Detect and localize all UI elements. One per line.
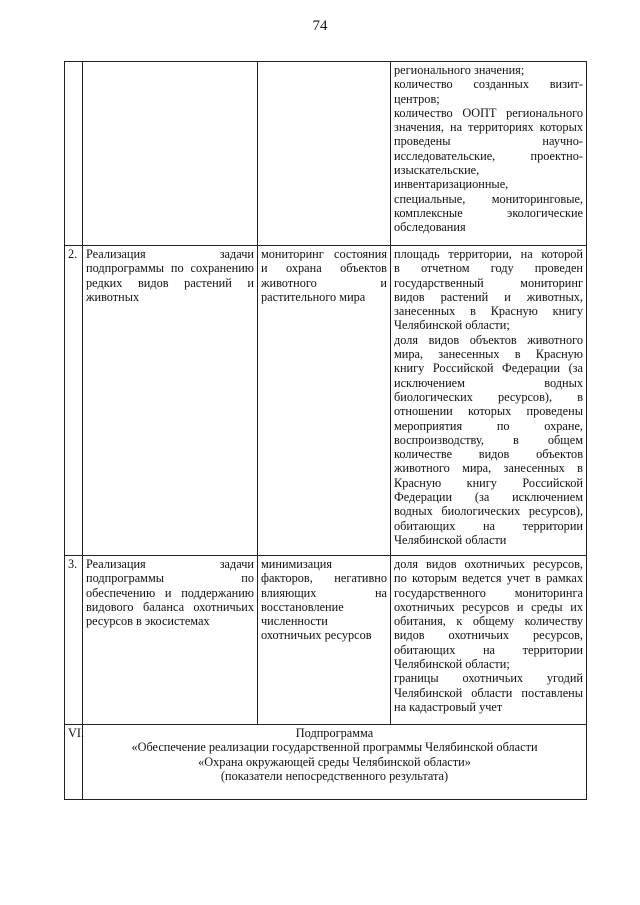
task-cell	[83, 556, 258, 725]
text-line: площадь территории, на которой	[394, 247, 583, 261]
text-line: Челябинской области	[394, 532, 507, 547]
text-line: обследования	[394, 220, 466, 235]
text-line: подпрограммы по	[86, 571, 254, 586]
text-line: в отчетном году проведен	[394, 261, 583, 276]
text-line: охотничьих ресурсов и среды их	[394, 599, 583, 614]
text-line: минимизация	[261, 557, 333, 571]
text-line: специальные, мониторинговые,	[394, 191, 583, 206]
text-line: Челябинской области;	[394, 657, 510, 672]
text-line: мониторинг состояния	[261, 247, 387, 261]
section-number-cell: VI.	[65, 725, 83, 800]
text-line: инвентаризационные,	[394, 177, 509, 192]
text-line: границы охотничьих угодий	[394, 671, 583, 686]
text-line: обитающих на территории	[394, 518, 583, 533]
row-number-cell: 2.	[65, 246, 83, 556]
text-line: видов растений и животных,	[394, 289, 583, 304]
text-line: влияющих на	[261, 585, 387, 600]
text-line: государственный мониторинг	[394, 275, 583, 290]
text-line: количестве видов объектов	[394, 447, 583, 462]
indicators-cell	[391, 246, 587, 556]
text-line: центров;	[394, 91, 440, 106]
table-row	[65, 246, 587, 556]
text-line: обеспечению и поддержанию	[86, 585, 254, 600]
row-number-cell: 3.	[65, 556, 83, 725]
text-line: изыскательские,	[394, 163, 480, 178]
section-title: «Обеспечение реализации государственной программы Челябинской области	[131, 740, 538, 755]
indicators-cell	[391, 556, 587, 725]
text-line: Челябинской области поставлены	[394, 685, 583, 700]
text-line: мероприятия по охране,	[394, 418, 583, 433]
text-line: доля видов объектов животного	[394, 332, 583, 347]
text-line: Челябинской области;	[394, 318, 510, 333]
text-line: количество ООПТ регионального	[394, 105, 583, 120]
section-header-row	[65, 725, 587, 800]
text-line: воспроизводству, в общем	[394, 432, 583, 447]
text-line: охотничьих ресурсов	[261, 628, 372, 643]
text-line: государственного мониторинга	[394, 585, 583, 600]
text-line: Реализация задачи	[86, 557, 254, 571]
text-line: Реализация задачи	[86, 247, 254, 261]
text-line: обитания, к общему количеству	[394, 614, 583, 629]
text-line: животных	[86, 289, 140, 304]
section-subtitle: (показатели непосредственного результата)	[220, 768, 449, 783]
text-line: регионального значения;	[394, 63, 525, 77]
table-row	[65, 62, 587, 246]
text-line: исследовательские, проектно-	[394, 148, 583, 163]
text-line: подпрограммы по сохранению	[86, 261, 254, 276]
condition-cell	[258, 62, 391, 246]
table-row	[65, 556, 587, 725]
text-line: проведены научно-	[394, 134, 583, 149]
section-title: «Охрана окружающей среды Челябинской области»	[198, 754, 471, 769]
text-line: видового баланса охотничьих	[86, 599, 254, 614]
task-cell	[83, 246, 258, 556]
text-line: водных биологических ресурсов),	[394, 504, 583, 519]
text-line: значения, на территориях которых	[394, 120, 583, 135]
text-line: восстановление	[261, 599, 344, 614]
section-title-cell	[83, 725, 587, 800]
section-heading: Подпрограмма	[295, 726, 374, 740]
text-line: комплексные экологические	[394, 205, 583, 220]
page-number: 74	[312, 18, 328, 34]
task-cell	[83, 62, 258, 246]
text-line: численности	[261, 614, 328, 629]
text-line: на кадастровый учет	[394, 699, 503, 714]
text-line: мира, занесенных в Красную	[394, 347, 583, 362]
text-line: исключением водных	[394, 375, 583, 390]
text-line: по которым ведется учет в рамках	[394, 571, 583, 586]
text-line: обитающих на территории	[394, 642, 583, 657]
text-line: доля видов охотничьих ресурсов,	[394, 557, 583, 571]
text-line: биологических ресурсов), в	[394, 389, 583, 404]
text-line: видов охотничьих ресурсов,	[394, 628, 583, 643]
text-line: книгу Российской Федерации (за	[394, 361, 583, 376]
text-line: Красную книгу Российской	[394, 475, 583, 490]
text-line: занесенных в Красную книгу	[394, 304, 583, 319]
text-line: животного и	[261, 275, 387, 290]
text-line: количество созданных визит-	[394, 77, 583, 92]
text-line: животного мира, занесенных в	[394, 461, 583, 476]
text-line: Федерации (за исключением	[394, 490, 583, 505]
text-line: растительного мира	[261, 289, 366, 304]
indicators-cell	[391, 62, 587, 246]
condition-cell	[258, 246, 391, 556]
text-line: факторов, негативно	[261, 571, 387, 586]
text-line: редких видов растений и	[86, 275, 254, 290]
text-line: и охрана объектов	[261, 261, 387, 276]
indicators-table	[64, 61, 587, 800]
condition-cell	[258, 556, 391, 725]
text-line: отношении которых проведены	[394, 404, 583, 419]
text-line: ресурсов в экосистемах	[86, 614, 210, 629]
row-number-cell	[65, 62, 83, 246]
